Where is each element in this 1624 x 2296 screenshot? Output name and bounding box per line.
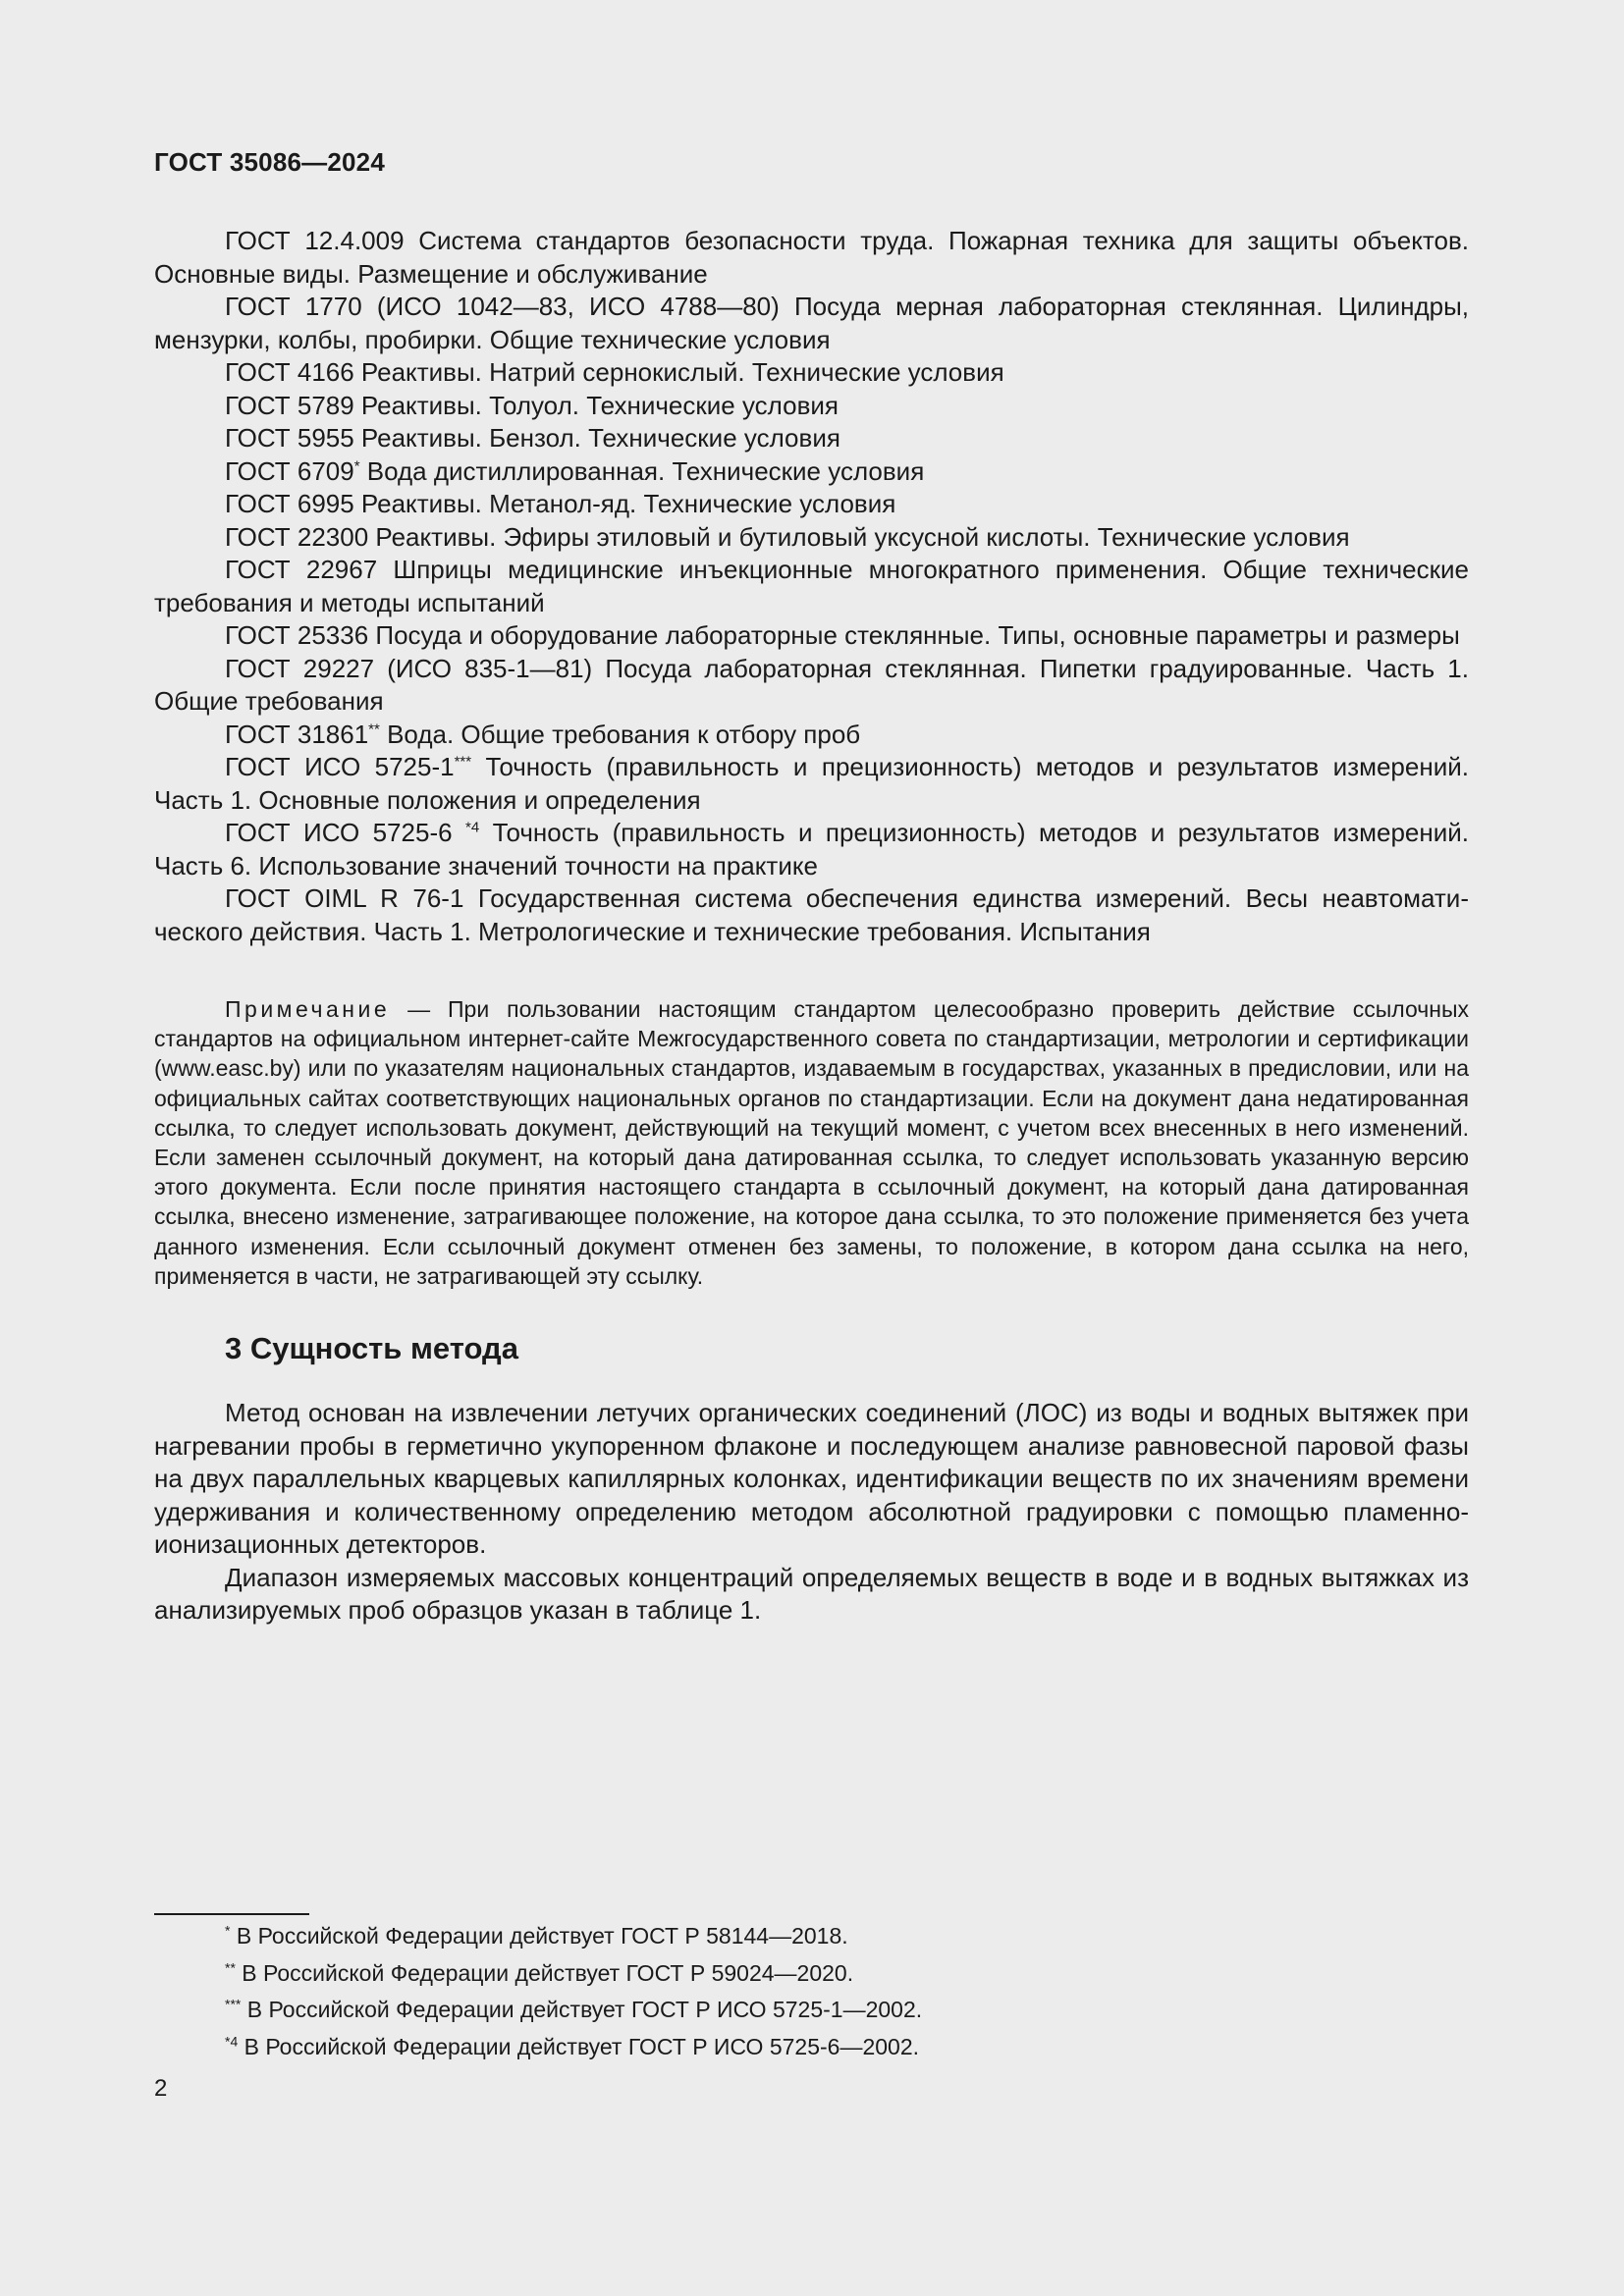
footnote-mark: *: [353, 456, 360, 474]
footnote-divider: [154, 1913, 309, 1915]
normative-references-list: [154, 225, 1469, 948]
reference-title: Точность (правильность и прецизионность) методов и результатов измерений. Часть 1. Основные положения и определения: [154, 752, 1469, 815]
reference-item: ГОСТ 4166 Реактивы. Натрий сернокислый. Технические условия: [225, 357, 1004, 387]
body-paragraph: Диапазон измеряемых массовых концентраций определяемых веществ в воде и в водных вытяжках из анализируемых проб образцов указан в таблице 1.: [154, 1562, 1469, 1625]
reference-item: ГОСТ 22300 Реактивы. Эфиры этиловый и бутиловый уксусной кислоты. Технические условия: [225, 521, 1350, 552]
footnote-text: В Российской Федерации действует ГОСТ Р 58144—2018.: [230, 1923, 848, 1949]
footnote: [225, 1918, 922, 1955]
reference-title: Точность (правильность и прецизионность) методов и результатов измерений. Часть 6. Использование значений точности на практике: [154, 818, 1469, 881]
note-text: — При пользовании настоящим стандартом целесообразно проверить действие ссылочных стандартов на официальном интернет-сайте Межгосударственного совета по стандартизации, метрологии и сертификации (www.easc.by) или по указателям национальных стандартов, издаваемым в государствах, указанных в предисловии, или на официальных сайтах соответствующих национальных органов по стандартизации. Если на документ дана недатированная ссылка, то следует использовать документ, действующий на текущий момент, с учетом всех внесенных в него изменений. Если заменен ссылочный документ, на который дана датированная ссылка, то следует использовать указанную версию этого документа. Если после принятия настоящего стандарта в ссылочный документ, на который дана датированная ссылка, внесено изменение, затрагивающее положение, на которое дана ссылка, то это положение применяется без учета данного изменения. Если ссылочный документ отменен без замены, то положение, в котором дана ссылка на него, применяется в части, не затрагивающей эту ссылку.: [154, 996, 1469, 1289]
reference-item: ГОСТ 22967 Шприцы медицинские инъекционные многократного применения. Общие технические требования и методы испытаний: [154, 555, 1469, 617]
reference-item: ГОСТ 6995 Реактивы. Метанол-яд. Технические условия: [225, 489, 896, 518]
footnote-mark: ***: [454, 753, 472, 771]
document-header: ГОСТ 35086—2024: [154, 147, 385, 177]
footnote-mark: ***: [225, 1996, 242, 2012]
footnote: [225, 2029, 922, 2066]
footnote-mark: *4: [225, 2032, 239, 2049]
reference-title: Вода. Общие требования к отбору проб: [379, 719, 861, 749]
footnote-mark: *4: [464, 819, 480, 836]
body-paragraph: Метод основан на извлечении летучих органических соединений (ЛОС) из воды и водных вытяжек при нагревании пробы в герметично укупоренном флаконе и последующем анализе равновесной паровой фазы на двух параллельных кварцевых капиллярных колонках, идентификации веществ по их значениям времени удерживания и количественному определению методом абсолютной градуировки с помощью пламенно-ионизационных детекторов.: [154, 1398, 1469, 1559]
note-paragraph: [154, 994, 1469, 1291]
reference-item: ГОСТ OIML R 76-1 Государственная система обеспечения единства измерений. Весы неавтоматического действия. Часть 1. Метрологические и технические требования. Испытания: [154, 883, 1469, 946]
footnote-text: В Российской Федерации действует ГОСТ Р ИСО 5725-1—2002.: [241, 1997, 923, 2022]
reference-item: [154, 817, 1469, 882]
footnote-text: В Российской Федерации действует ГОСТ Р ИСО 5725-6—2002.: [238, 2033, 920, 2059]
reference-item: ГОСТ 1770 (ИСО 1042—83, ИСО 4788—80) Посуда мерная лабораторная стеклянная. Цилиндры, мензурки, колбы, пробирки. Общие технические условия: [154, 292, 1469, 354]
reference-item: [154, 719, 1469, 752]
reference-code: ГОСТ 6709: [225, 455, 354, 486]
reference-code: ГОСТ ИСО 5725-6: [225, 818, 465, 847]
reference-item: ГОСТ 12.4.009 Система стандартов безопасности труда. Пожарная техника для защиты объектов. Основные виды. Размещение и обслуживание: [154, 226, 1469, 289]
footnote: [225, 1992, 922, 2029]
footnote: [225, 1955, 922, 1993]
footnote-text: В Российской Федерации действует ГОСТ Р 59024—2020.: [235, 1959, 854, 1986]
reference-item: [154, 455, 1469, 489]
reference-item: [154, 751, 1469, 817]
note-label: Примечание: [225, 996, 391, 1022]
footnote-mark: **: [225, 1958, 236, 1975]
reference-code: ГОСТ ИСО 5725-1: [225, 752, 455, 781]
reference-item: ГОСТ 5789 Реактивы. Толуол. Технические условия: [225, 390, 839, 420]
reference-item: ГОСТ 5955 Реактивы. Бензол. Технические условия: [225, 423, 840, 453]
reference-item: ГОСТ 29227 (ИСО 835-1—81) Посуда лабораторная стеклянная. Пипетки градуированные. Часть 1. Общие требования: [154, 653, 1469, 716]
reference-item: ГОСТ 25336 Посуда и оборудование лабораторные стеклянные. Типы, основные параметры и размеры: [225, 620, 1460, 650]
section-title: 3 Сущность метода: [225, 1331, 518, 1365]
footnote-mark: **: [368, 720, 380, 737]
section-body: [154, 1397, 1469, 1628]
footnotes: [225, 1918, 922, 2065]
footnote-mark: *: [225, 1922, 231, 1939]
reference-title: Вода дистиллированная. Технические условия: [359, 455, 925, 486]
page-number: 2: [154, 2075, 168, 2102]
reference-code: ГОСТ 31861: [225, 719, 369, 749]
